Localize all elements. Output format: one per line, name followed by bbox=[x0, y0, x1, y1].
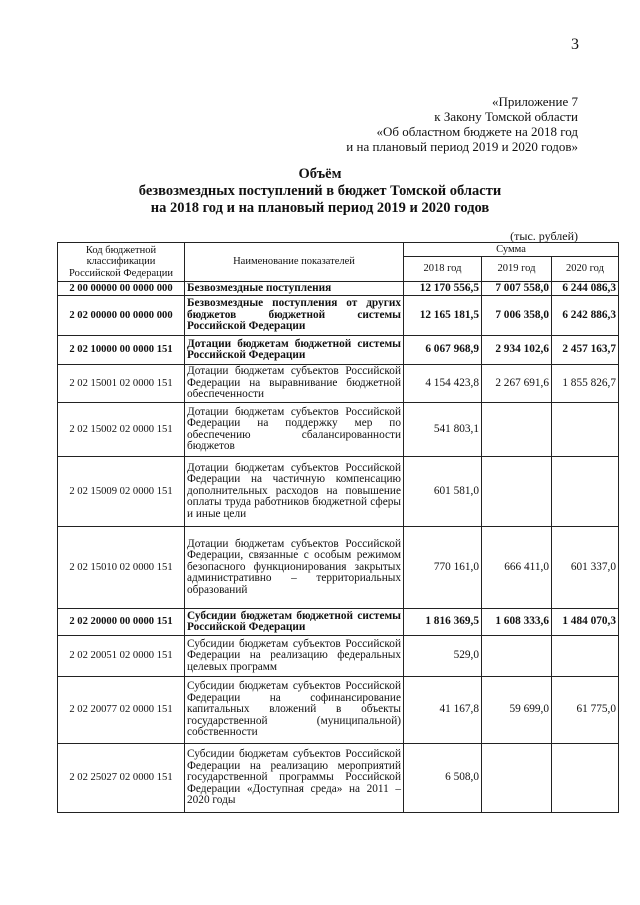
page-number: 3 bbox=[571, 36, 579, 53]
row-value-2018: 12 170 556,5 bbox=[404, 282, 482, 296]
table-row bbox=[58, 403, 619, 457]
row-value-2019: 1 608 333,6 bbox=[482, 609, 552, 636]
row-name: Дотации бюджетам субъектов Российской Федерации на частичную компенсацию дополнительных расходов на повышение оплаты труда работников бюджетной сферы и иные цели bbox=[185, 457, 404, 527]
row-value-2019 bbox=[482, 636, 552, 677]
row-name: Субсидии бюджетам бюджетной системы Российской Федерации bbox=[185, 609, 404, 636]
unit-label: (тыс. рублей) bbox=[510, 229, 578, 243]
row-code: 2 02 15010 02 0000 151 bbox=[58, 527, 185, 609]
row-value-2020 bbox=[552, 403, 619, 457]
row-value-2020 bbox=[552, 457, 619, 527]
appendix-line: к Закону Томской области bbox=[434, 109, 578, 124]
row-value-2018: 12 165 181,5 bbox=[404, 296, 482, 336]
row-code: 2 02 00000 00 0000 000 bbox=[58, 296, 185, 336]
row-code: 2 02 20000 00 0000 151 bbox=[58, 609, 185, 636]
row-code: 2 02 10000 00 0000 151 bbox=[58, 336, 185, 365]
appendix-line: и на плановый период 2019 и 2020 годов» bbox=[346, 139, 578, 154]
row-code: 2 02 25027 02 0000 151 bbox=[58, 744, 185, 813]
row-value-2020 bbox=[552, 744, 619, 813]
row-name: Субсидии бюджетам субъектов Российской Федерации на реализацию федеральных целевых программ bbox=[185, 636, 404, 677]
row-name: Дотации бюджетам субъектов Российской Федерации на поддержку мер по обеспечению сбалансированности бюджетов bbox=[185, 403, 404, 457]
row-value-2020 bbox=[552, 636, 619, 677]
table-row bbox=[58, 296, 619, 336]
row-value-2020: 61 775,0 bbox=[552, 677, 619, 744]
header-name: Наименование показателей bbox=[185, 243, 404, 282]
row-value-2020: 2 457 163,7 bbox=[552, 336, 619, 365]
row-value-2018: 1 816 369,5 bbox=[404, 609, 482, 636]
row-name: Дотации бюджетам субъектов Российской Федерации на выравнивание бюджетной обеспеченности bbox=[185, 365, 404, 403]
row-value-2019: 59 699,0 bbox=[482, 677, 552, 744]
row-value-2018: 601 581,0 bbox=[404, 457, 482, 527]
row-code: 2 02 20051 02 0000 151 bbox=[58, 636, 185, 677]
header-year-2019: 2019 год bbox=[482, 257, 552, 282]
row-value-2019: 7 006 358,0 bbox=[482, 296, 552, 336]
row-code: 2 02 15002 02 0000 151 bbox=[58, 403, 185, 457]
title-line: на 2018 год и на плановый период 2019 и 2020 годов bbox=[150, 200, 490, 216]
header-code: Код бюджетной классификации Российской Федерации bbox=[58, 243, 185, 282]
row-name: Субсидии бюджетам субъектов Российской Федерации на реализацию мероприятий государственной программы Российской Федерации «Доступная среда» на 2011 – 2020 годы bbox=[185, 744, 404, 813]
title-line: Объём bbox=[298, 166, 342, 182]
header-sum: Сумма bbox=[404, 243, 619, 257]
row-value-2018: 6 067 968,9 bbox=[404, 336, 482, 365]
table-row bbox=[58, 365, 619, 403]
table-row bbox=[58, 677, 619, 744]
row-value-2018: 529,0 bbox=[404, 636, 482, 677]
row-value-2020: 6 242 886,3 bbox=[552, 296, 619, 336]
row-code: 2 02 15001 02 0000 151 bbox=[58, 365, 185, 403]
document-title bbox=[0, 166, 640, 217]
row-value-2019: 7 007 558,0 bbox=[482, 282, 552, 296]
row-value-2018: 4 154 423,8 bbox=[404, 365, 482, 403]
header-year-2020: 2020 год bbox=[552, 257, 619, 282]
row-name: Дотации бюджетам бюджетной системы Российской Федерации bbox=[185, 336, 404, 365]
row-value-2019 bbox=[482, 744, 552, 813]
row-value-2018: 6 508,0 bbox=[404, 744, 482, 813]
table-row bbox=[58, 282, 619, 296]
row-code: 2 02 20077 02 0000 151 bbox=[58, 677, 185, 744]
table-row bbox=[58, 457, 619, 527]
appendix-line: «Приложение 7 bbox=[491, 94, 578, 109]
title-line: безвозмездных поступлений в бюджет Томской области bbox=[138, 183, 502, 199]
budget-table bbox=[57, 242, 619, 813]
row-value-2018: 770 161,0 bbox=[404, 527, 482, 609]
row-code: 2 00 00000 00 0000 000 bbox=[58, 282, 185, 296]
table-row bbox=[58, 636, 619, 677]
row-name: Субсидии бюджетам субъектов Российской Федерации на софинансирование капитальных вложений в объекты государственной (муниципальной) собственности bbox=[185, 677, 404, 744]
row-code: 2 02 15009 02 0000 151 bbox=[58, 457, 185, 527]
table-row bbox=[58, 744, 619, 813]
row-value-2019: 666 411,0 bbox=[482, 527, 552, 609]
row-value-2020: 1 855 826,7 bbox=[552, 365, 619, 403]
row-value-2020: 6 244 086,3 bbox=[552, 282, 619, 296]
row-value-2019: 2 267 691,6 bbox=[482, 365, 552, 403]
appendix-header bbox=[346, 94, 578, 154]
appendix-line: «Об областном бюджете на 2018 год bbox=[376, 124, 578, 139]
row-value-2018: 541 803,1 bbox=[404, 403, 482, 457]
row-name: Дотации бюджетам субъектов Российской Федерации, связанные с особым режимом безопасного функционирования закрытых административно – территориальных образований bbox=[185, 527, 404, 609]
row-value-2019: 2 934 102,6 bbox=[482, 336, 552, 365]
row-value-2019 bbox=[482, 457, 552, 527]
row-value-2020: 1 484 070,3 bbox=[552, 609, 619, 636]
row-value-2020: 601 337,0 bbox=[552, 527, 619, 609]
row-value-2019 bbox=[482, 403, 552, 457]
header-year-2018: 2018 год bbox=[404, 257, 482, 282]
table-row bbox=[58, 609, 619, 636]
row-name: Безвозмездные поступления bbox=[185, 282, 404, 296]
row-name: Безвозмездные поступления от других бюджетов бюджетной системы Российской Федерации bbox=[185, 296, 404, 336]
table-row bbox=[58, 336, 619, 365]
row-value-2018: 41 167,8 bbox=[404, 677, 482, 744]
table-row bbox=[58, 527, 619, 609]
